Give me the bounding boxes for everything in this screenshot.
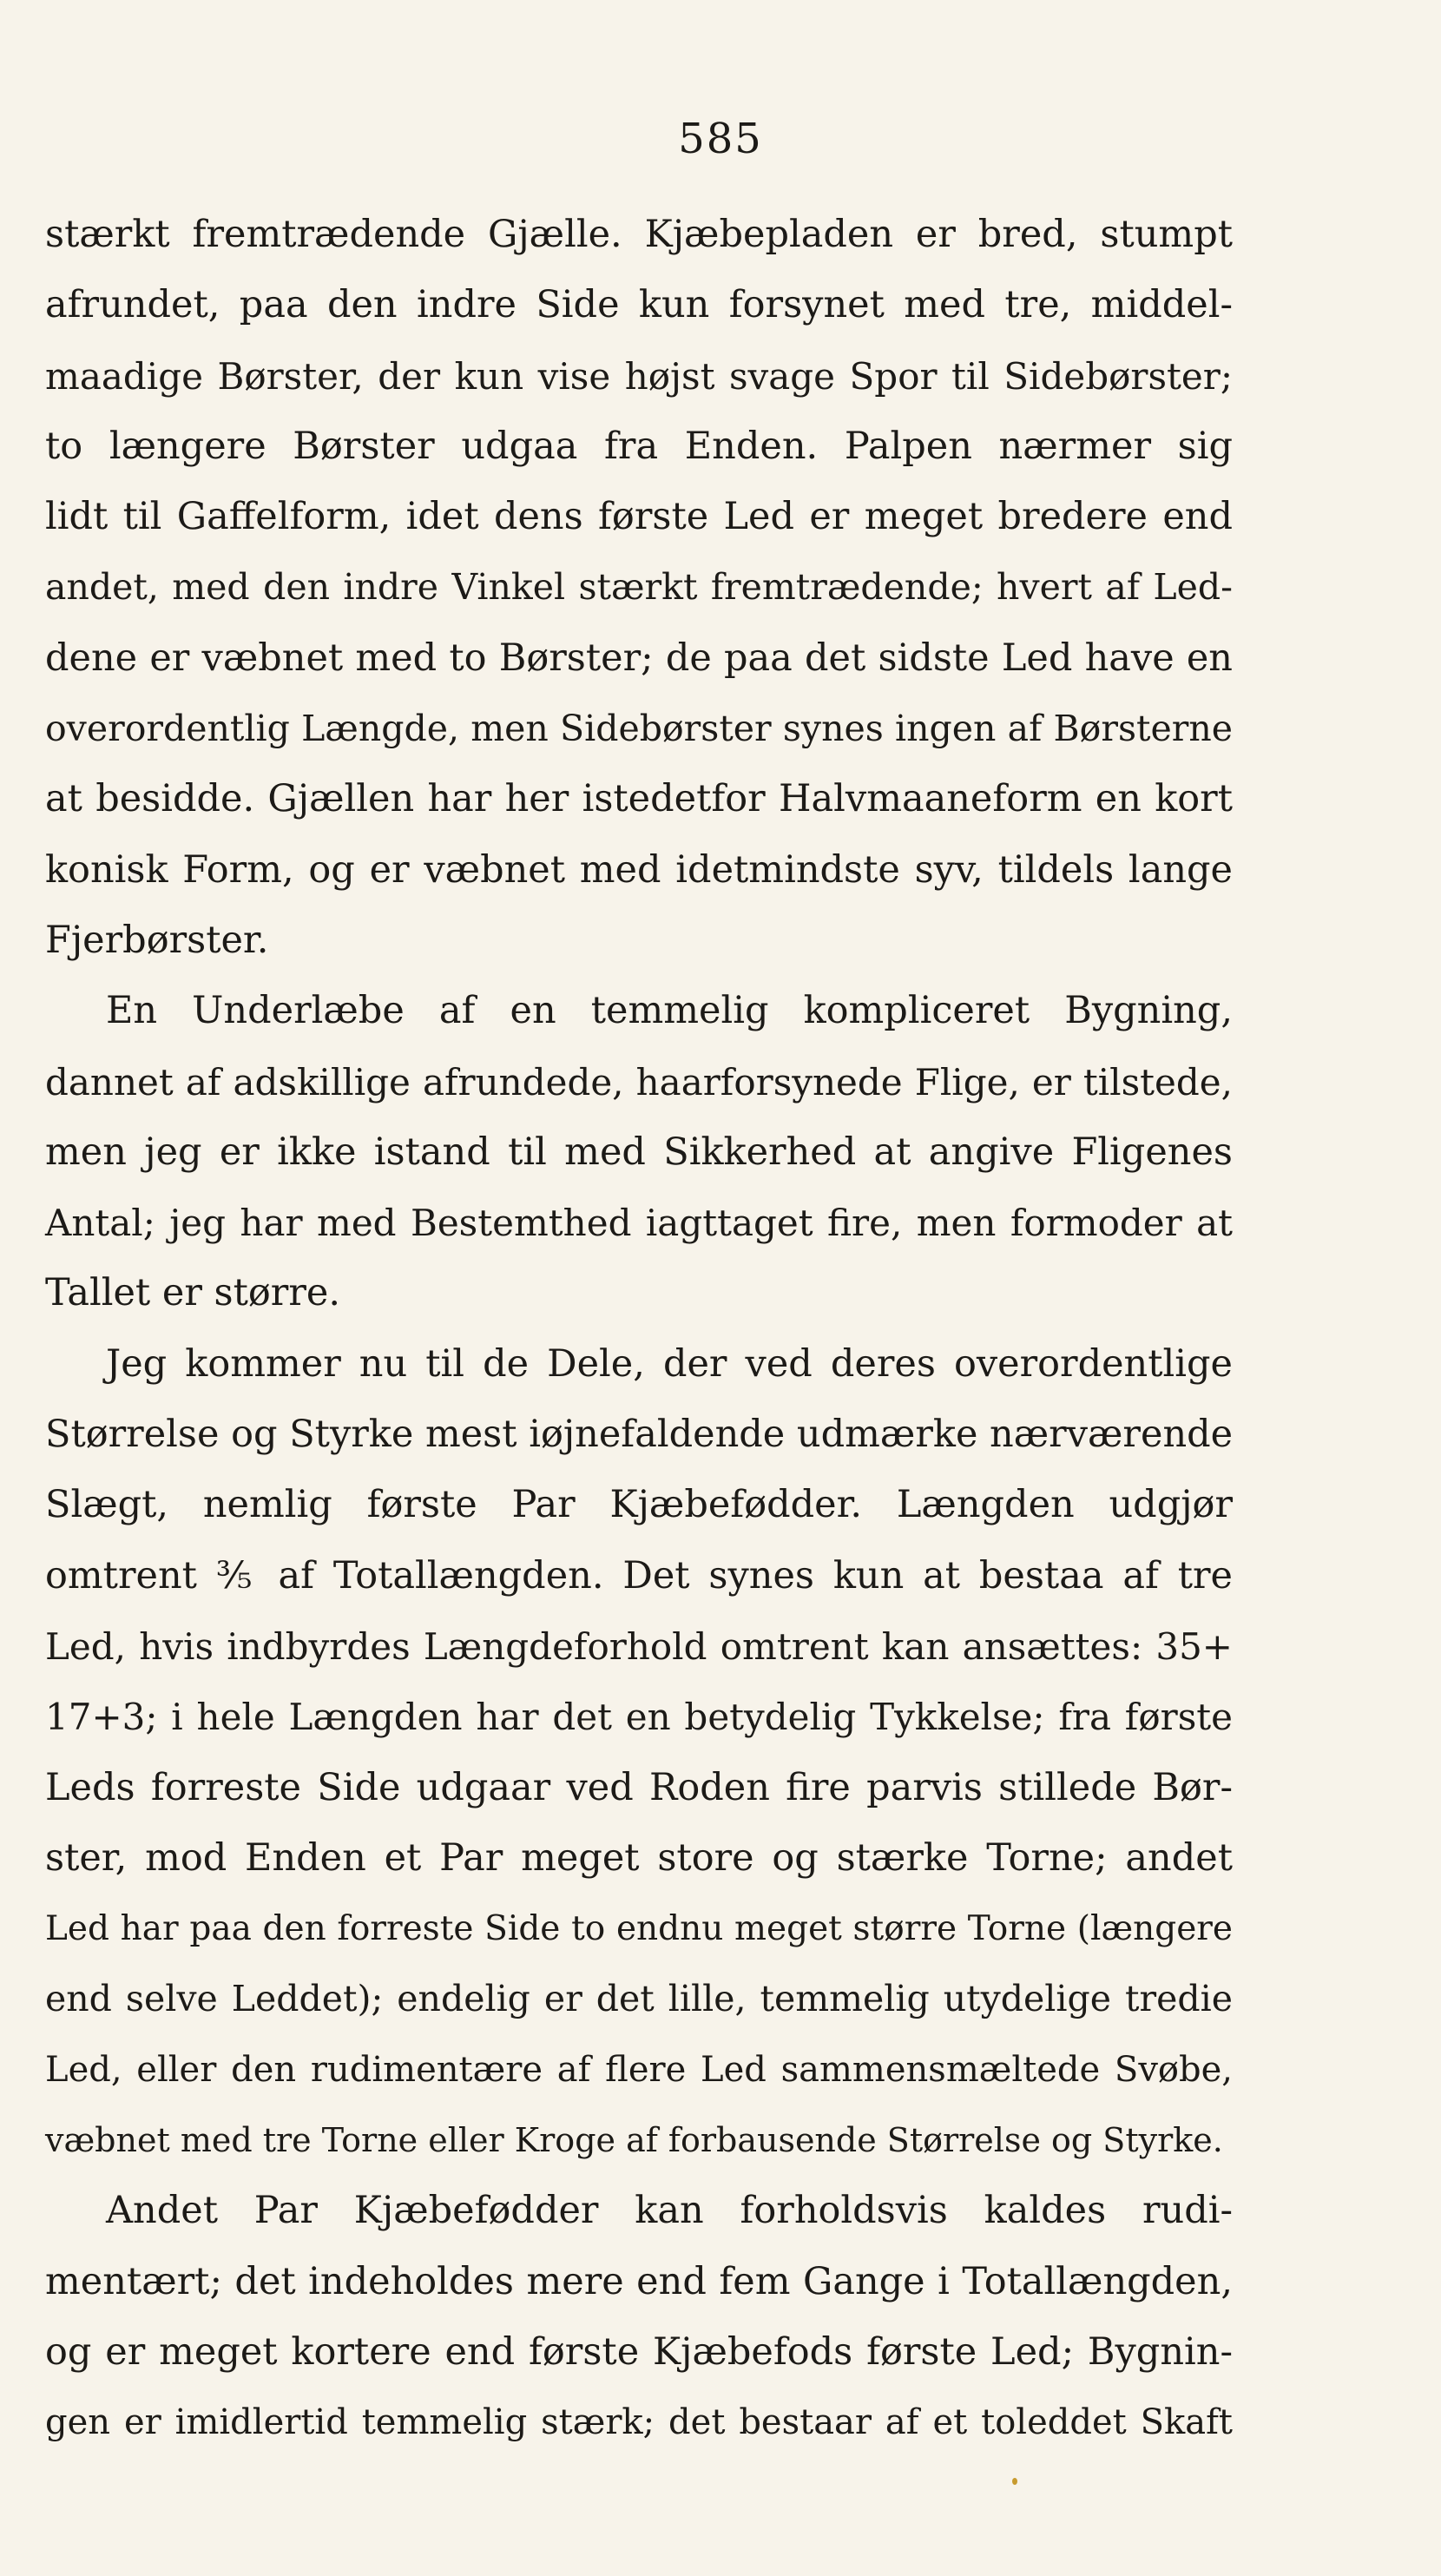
page-number: 585: [678, 115, 763, 163]
text-line: afrundet, paa den indre Side kun forsynet med tre, middel-: [45, 283, 1233, 327]
text-line: andet, med den indre Vinkel stærkt fremtrædende; hvert af Led-: [45, 566, 1233, 609]
paper-speck: [1012, 2478, 1017, 2485]
body-text: [45, 200, 1233, 2459]
text-line: men jeg er ikke istand til med Sikkerhed at angive Fligenes: [45, 1130, 1233, 1174]
text-line: to længere Børster udgaa fra Enden. Palpen nærmer sig: [45, 424, 1233, 468]
text-line: Fjerbørster.: [45, 918, 269, 962]
text-line: maadige Børster, der kun vise højst svage Spor til Sidebørster;: [45, 354, 1233, 398]
text-line: dene er væbnet med to Børster; de paa det sidste Led have en: [45, 636, 1233, 680]
text-line: at besidde. Gjællen har her istedetfor Halvmaaneform en kort: [45, 777, 1233, 821]
text-line: stærkt fremtrædende Gjælle. Kjæbepladen er bred, stumpt: [45, 213, 1233, 256]
text-line: Led, eller den rudimentære af flere Led sammensmæltede Svøbe,: [45, 2049, 1233, 2090]
text-line: 17+3; i hele Længden har det en betydelig Tykkelse; fra første: [45, 1696, 1233, 1739]
text-line: Leds forreste Side udgaar ved Roden fire parvis stillede Bør-: [45, 1765, 1233, 1809]
text-line: dannet af adskillige afrundede, haarforsynede Flige, er tilstede,: [45, 1060, 1233, 1104]
text-line: mentært; det indeholdes mere end fem Gange i Totallængden,: [45, 2259, 1233, 2303]
text-line: Led, hvis indbyrdes Længdeforhold omtrent kan ansættes: 35+: [45, 1624, 1233, 1668]
text-line: gen er imidlertid temmelig stærk; det bestaar af et toleddet Skaft: [45, 2402, 1233, 2443]
text-line: omtrent ⅗ af Totallængden. Det synes kun at bestaa af tre: [45, 1553, 1233, 1598]
text-line: Andet Par Kjæbefødder kan forholdsvis kaldes rudi-: [106, 2189, 1233, 2233]
text-line: konisk Form, og er væbnet med idetmindste syv, tildels lange: [45, 847, 1233, 892]
text-line: Slægt, nemlig første Par Kjæbefødder. Længden udgjør: [45, 1483, 1233, 1527]
text-line: væbnet med tre Torne eller Kroge af forbausende Størrelse og Styrke.: [45, 2121, 1223, 2160]
text-line: ster, mod Enden et Par meget store og stærke Torne; andet: [45, 1835, 1233, 1880]
text-line: lidt til Gaffelform, idet dens første Led er meget bredere end: [45, 495, 1233, 539]
text-line: overordentlig Længde, men Sidebørster synes ingen af Børsterne: [45, 708, 1233, 750]
text-line: Jeg kommer nu til de Dele, der ved deres overordentlige: [106, 1341, 1233, 1386]
text-line: Led har paa den forreste Side to endnu meget større Torne (længere: [45, 1909, 1233, 1949]
text-line: Antal; jeg har med Bestemthed iagttaget fire, men formoder at: [45, 1202, 1233, 1245]
text-line: Tallet er større.: [45, 1271, 341, 1315]
text-line: Størrelse og Styrke mest iøjnefaldende udmærke nærværende: [45, 1413, 1234, 1457]
text-line: og er meget kortere end første Kjæbefods første Led; Bygnin-: [45, 2329, 1233, 2374]
text-line: end selve Leddet); endelig er det lille, temmelig utydelige tredie: [45, 1978, 1233, 2020]
text-line: En Underlæbe af en temmelig kompliceret Bygning,: [106, 989, 1233, 1033]
